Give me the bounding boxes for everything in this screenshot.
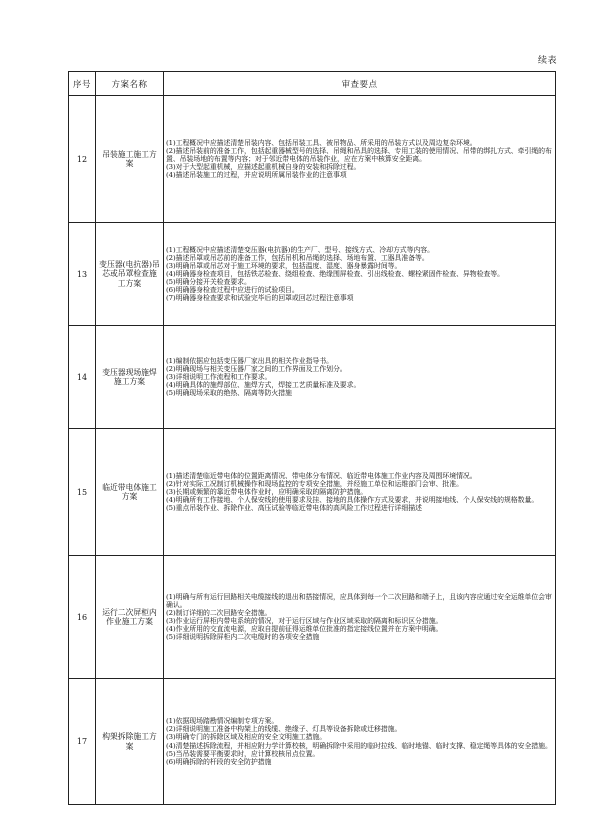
plan-name: 构架拆除施工方案	[96, 679, 164, 805]
review-point-item: (6)明确拆除的杆段的安全防护措施	[166, 757, 272, 766]
review-point-item: (2)描述吊装前的准备工作，包括起重器械型号的选择、吊绳和吊具的选择、专用工装的使用情况、吊带的绑扎方式、牵引绳的布置、吊装场地的布置等内容；对于邻近带电体的吊装作业，应在方案中核算安全距离。	[166, 146, 552, 163]
plan-name: 临近带电体施工方案	[96, 429, 164, 556]
table-header-row	[69, 72, 556, 96]
header-name: 方案名称	[96, 72, 164, 96]
table-row	[69, 429, 556, 556]
review-point-item: (4)明确器身检查项目，包括铁芯检查、绕组检查、绝缘围屏检查、引出线检查、螺栓紧固件检查、异物检查等。	[166, 269, 504, 278]
row-number: 17	[69, 679, 96, 805]
review-point-item: (1)明确与所有运行回路相关电缆接线的退出和搭接情况，应具体到每一个二次回路和端子上，且该内容应通过安全运维单位会审确认。	[166, 592, 552, 609]
review-point-item: (3)对于大型起重机械，应描述起重机械自身的安装和拆除过程。	[166, 163, 361, 172]
review-point-item: (2)明确现场与相关变压器厂家之间的工作界面及工作划分。	[166, 364, 347, 373]
review-point-item: (2)详细说明施工准备中构架上的线缆、绝缘子、灯具等设备拆除或迁移措施。	[166, 725, 402, 734]
review-points-cell	[164, 556, 556, 679]
review-point-item: (1)工程概况中应描述清楚吊装内容、包括吊装工具、被吊物品、所采用的吊装方式以及周边复杂环境。	[166, 138, 477, 147]
review-points-cell	[164, 429, 556, 556]
plan-name: 变压器现场施焊施工方案	[96, 326, 164, 429]
table-row	[69, 556, 556, 679]
table-row	[69, 96, 556, 223]
review-point-item: (5)明确分接开关检查要求。	[166, 278, 251, 287]
review-point-item: (1)描述清楚临近带电体的位置距离情况、带电体分布情况、临近带电体施工作业内容及周围环境情况。	[166, 471, 477, 480]
review-points-cell	[164, 326, 556, 429]
plan-name: 吊装施工施工方案	[96, 96, 164, 223]
row-number: 13	[69, 223, 96, 326]
review-point-item: (4)描述吊装施工的过程，并应说明所属吊装作业的注意事项	[166, 171, 347, 180]
review-points-list	[166, 472, 553, 512]
table-row	[69, 326, 556, 429]
review-point-item: (2)制订详细的二次回路安全措施。	[166, 608, 272, 617]
review-point-item: (4)明确具体的施焊部位、施焊方式，焊接工艺质量标准及要求。	[166, 381, 361, 390]
review-point-item: (4)明确所有工作接地、个人保安线的使用要求及挂、接地的具体操作方式及要求，并说明接地线、个人保安线的规格数量。	[166, 496, 539, 505]
review-points-list	[166, 717, 553, 766]
review-points-list	[166, 139, 553, 179]
row-number: 15	[69, 429, 96, 556]
review-points-cell	[164, 223, 556, 326]
table-row	[69, 679, 556, 805]
review-point-item: (1)编制依据应包括变压器厂家出具的相关作业指导书。	[166, 356, 333, 365]
row-number: 16	[69, 556, 96, 679]
review-point-item: (3)明确吊罩或吊芯对于施工环境的要求，包括温度、湿度、器身暴露时间等。	[166, 261, 402, 270]
review-points-list	[166, 246, 553, 303]
header-points: 审查要点	[164, 72, 556, 96]
review-point-item: (6)明确器身检查过程中应进行的试验项目。	[166, 286, 299, 295]
review-point-item: (2)针对实际工况制订机械操作和现场监控的专项安全措施，并经施工单位和运维部门会审、批准。	[166, 479, 463, 488]
review-point-item: (3)长期或频繁的靠近带电体作业时，应明确采取的隔离防护措施。	[166, 487, 368, 496]
header-no: 序号	[69, 72, 96, 96]
review-points-cell	[164, 679, 556, 805]
review-point-item: (4)清楚描述拆除流程，并相应附力学计算校核，明确拆除中采用的临时拉线、临时地锚、临时支撑、稳定绳等具体的安全措施。	[166, 741, 552, 750]
plan-name: 变压器(电抗器)吊芯或吊罩检查施工方案	[96, 223, 164, 326]
continuation-label: 续表	[537, 56, 557, 66]
review-point-item: (3)明确专门的拆除区域及相应的安全文明施工措施。	[166, 733, 327, 742]
review-point-item: (5)明确现场采取的绝热、隔离等防火措施	[166, 389, 292, 398]
row-number: 12	[69, 96, 96, 223]
review-point-item: (5)当吊装需要平衡要求时，应计算校核吊点位置。	[166, 749, 320, 758]
review-point-item: (4)作业所用的交直流电源，应取自提前征得运维单位批准的指定接线位置并在方案中明确。	[166, 625, 443, 634]
review-points-cell	[164, 96, 556, 223]
table-row	[69, 223, 556, 326]
review-point-item: (5)详细说明拆除屏柜内二次电缆时的各项安全措施	[166, 633, 320, 642]
row-number: 14	[69, 326, 96, 429]
review-point-item: (1)工程概况中应描述清楚变压器(电抗器)的生产厂、型号、接线方式、冷却方式等内容。	[166, 245, 434, 254]
review-points-list	[166, 357, 553, 397]
review-point-item: (3)详细说明工作流程和工作要求。	[166, 372, 272, 381]
review-table	[68, 71, 556, 805]
review-point-item: (7)明确器身检查要求和试验完毕后的回罩或回芯过程注意事项	[166, 294, 354, 303]
review-point-item: (2)描述吊罩或吊芯前的准备工作，包括吊机和吊绳的选择、场地布置、工器具准备等。	[166, 253, 429, 262]
review-point-item: (1)依据现场踏勘情况编制专项方案。	[166, 717, 279, 726]
review-points-list	[166, 593, 553, 642]
review-point-item: (5)重点吊装作业、拆除作业、高压试验等临近带电体的高风险工作过程进行详细描述	[166, 504, 422, 513]
review-point-item: (3)作业运行屏柜内带电系统的情况，对于运行区域与作业区域采取的隔离和标识区分措施。	[166, 617, 443, 625]
plan-name: 运行二次屏柜内作业施工方案	[96, 556, 164, 679]
